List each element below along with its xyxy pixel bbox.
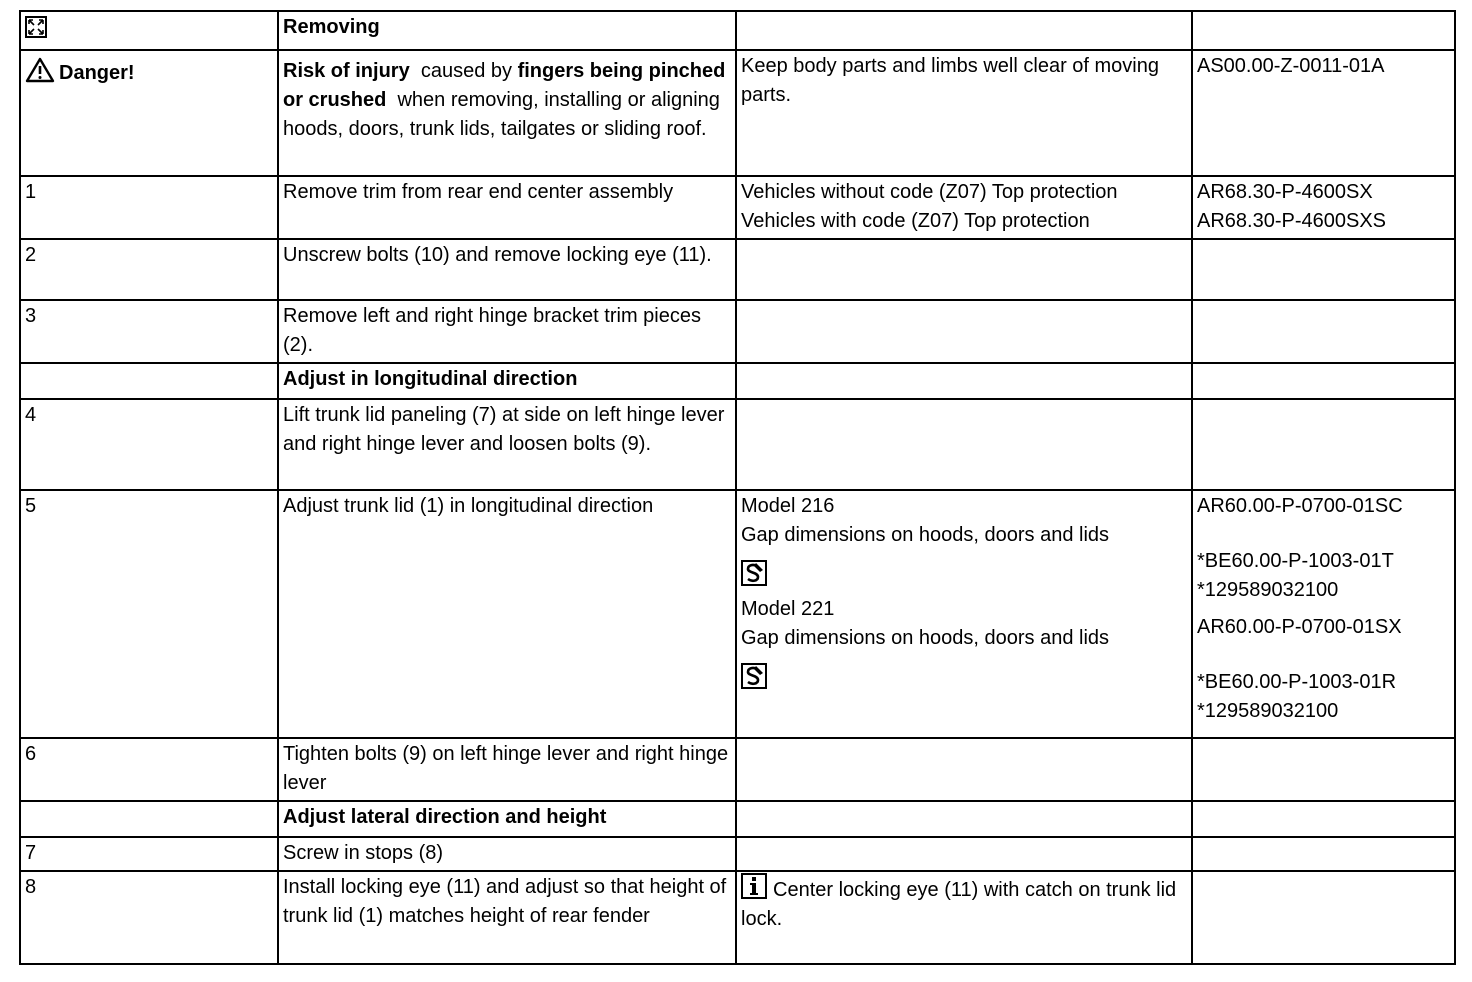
step-number: 1 [20, 176, 278, 239]
danger-label-cell [20, 50, 278, 176]
info-icon[interactable] [741, 873, 767, 899]
expand-cell [20, 11, 278, 50]
table-row [20, 837, 1455, 871]
danger-caused-by: caused by [420, 60, 512, 82]
model-desc: Gap dimensions on hoods, doors and lids [741, 627, 1110, 649]
ref-link[interactable]: *129589032100 [1197, 700, 1339, 722]
step-text: Unscrew bolts (10) and remove locking eye (11). [278, 239, 736, 300]
step-text: Lift trunk lid paneling (7) at side on left hinge lever and right hinge lever and loosen bolts (9). [278, 399, 736, 490]
ref-link[interactable]: *129589032100 [1197, 579, 1339, 601]
ref-link[interactable]: *BE60.00-P-1003-01T [1197, 550, 1394, 572]
step-note: Center locking eye (11) with catch on trunk lid lock. [741, 879, 1177, 930]
step-refs [1192, 490, 1455, 738]
ref-link[interactable]: AR68.30-P-4600SX [1197, 181, 1373, 203]
step-text: Remove left and right hinge bracket trim pieces (2). [278, 300, 736, 363]
table-row [20, 239, 1455, 300]
danger-ref[interactable]: AS00.00-Z-0011-01A [1192, 50, 1455, 176]
step-number: 7 [20, 837, 278, 871]
expand-icon[interactable] [25, 16, 47, 38]
step-number: 8 [20, 871, 278, 964]
table-row [20, 176, 1455, 239]
table-row [20, 871, 1455, 964]
table-row [20, 50, 1455, 176]
step-number: 4 [20, 399, 278, 490]
model-desc: Gap dimensions on hoods, doors and lids [741, 524, 1110, 546]
section-title-removing: Removing [278, 11, 736, 50]
ref-link[interactable]: AR68.30-P-4600SXS [1197, 210, 1387, 232]
danger-label: Danger! [59, 62, 135, 84]
special-tool-icon[interactable] [741, 663, 767, 689]
step-refs [1192, 176, 1455, 239]
danger-rest: when removing, installing or aligning hoods, doors, trunk lids, tailgates or sliding roof. [283, 89, 720, 140]
model-label: Model 221 [741, 598, 835, 620]
step-text: Adjust trunk lid (1) in longitudinal direction [278, 490, 736, 738]
step-notes [736, 490, 1192, 738]
table-row [20, 738, 1455, 801]
step-text: Install locking eye (11) and adjust so that height of trunk lid (1) matches height of rear fender [278, 871, 736, 964]
special-tool-icon[interactable] [741, 560, 767, 586]
procedure-table [19, 10, 1456, 965]
note-line: Vehicles with code (Z07) Top protection [741, 210, 1090, 232]
ref-link[interactable]: AR60.00-P-0700-01SC [1197, 495, 1403, 517]
step-note-cell [736, 871, 1192, 964]
step-notes [736, 176, 1192, 239]
ref-link[interactable]: AR60.00-P-0700-01SX [1197, 616, 1402, 638]
step-number: 2 [20, 239, 278, 300]
section-title-adjust-lateral: Adjust lateral direction and height [278, 801, 736, 837]
note-line: Vehicles without code (Z07) Top protection [741, 181, 1118, 203]
step-number: 5 [20, 490, 278, 738]
step-text: Tighten bolts (9) on left hinge lever and right hinge lever [278, 738, 736, 801]
table-row [20, 300, 1455, 363]
danger-fingers: fingers being pinched or crushed [283, 60, 726, 111]
step-text: Remove trim from rear end center assembly [278, 176, 736, 239]
table-row [20, 363, 1455, 399]
table-row [20, 399, 1455, 490]
table-row [20, 11, 1455, 50]
danger-risk: Risk of injury [283, 60, 410, 82]
danger-text-cell [278, 50, 736, 176]
step-number: 6 [20, 738, 278, 801]
warning-triangle-icon [25, 57, 55, 83]
model-label: Model 216 [741, 495, 835, 517]
table-row [20, 490, 1455, 738]
table-row [20, 801, 1455, 837]
danger-note: Keep body parts and limbs well clear of moving parts. [736, 50, 1192, 176]
ref-link[interactable]: *BE60.00-P-1003-01R [1197, 671, 1397, 693]
step-number: 3 [20, 300, 278, 363]
step-text: Screw in stops (8) [278, 837, 736, 871]
section-title-adjust-longitudinal: Adjust in longitudinal direction [278, 363, 736, 399]
